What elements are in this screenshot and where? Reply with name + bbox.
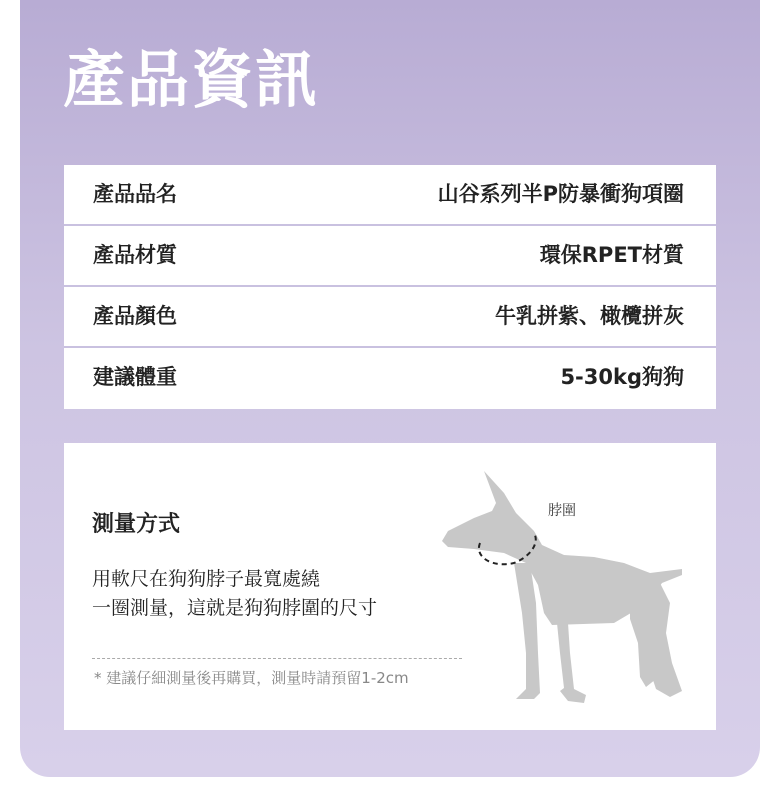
measure-desc-line1: 用軟尺在狗狗脖子最寬處繞 [92,568,321,590]
spec-row-material [64,226,716,287]
spec-row-name [64,165,716,226]
spec-value: 牛乳拼紫、橄欖拼灰 [495,304,684,328]
measure-desc-line2: 一圈測量，這就是狗狗脖圍的尺寸 [92,597,378,619]
neck-circumference-label: 脖圍 [548,503,576,519]
spec-table [64,165,716,409]
spec-row-color [64,287,716,348]
spec-label: 產品品名 [93,182,177,206]
spec-label: 產品顏色 [93,304,177,328]
spec-value: 5-30kg狗狗 [560,365,684,389]
page-title: 產品資訊 [63,43,320,116]
measure-section [64,443,716,730]
spec-value: 環保RPET材質 [539,243,684,267]
measure-description [92,565,377,623]
spec-row-weight [64,348,716,407]
measure-title: 測量方式 [92,512,181,537]
spec-label: 建議體重 [93,365,177,389]
measure-note: * 建議仔細測量後再購買，測量時請預留1-2cm [94,669,409,687]
divider-dashed [92,658,462,659]
spec-value: 山谷系列半P防暴衝狗項圈 [437,182,684,206]
spec-label: 產品材質 [93,243,177,267]
